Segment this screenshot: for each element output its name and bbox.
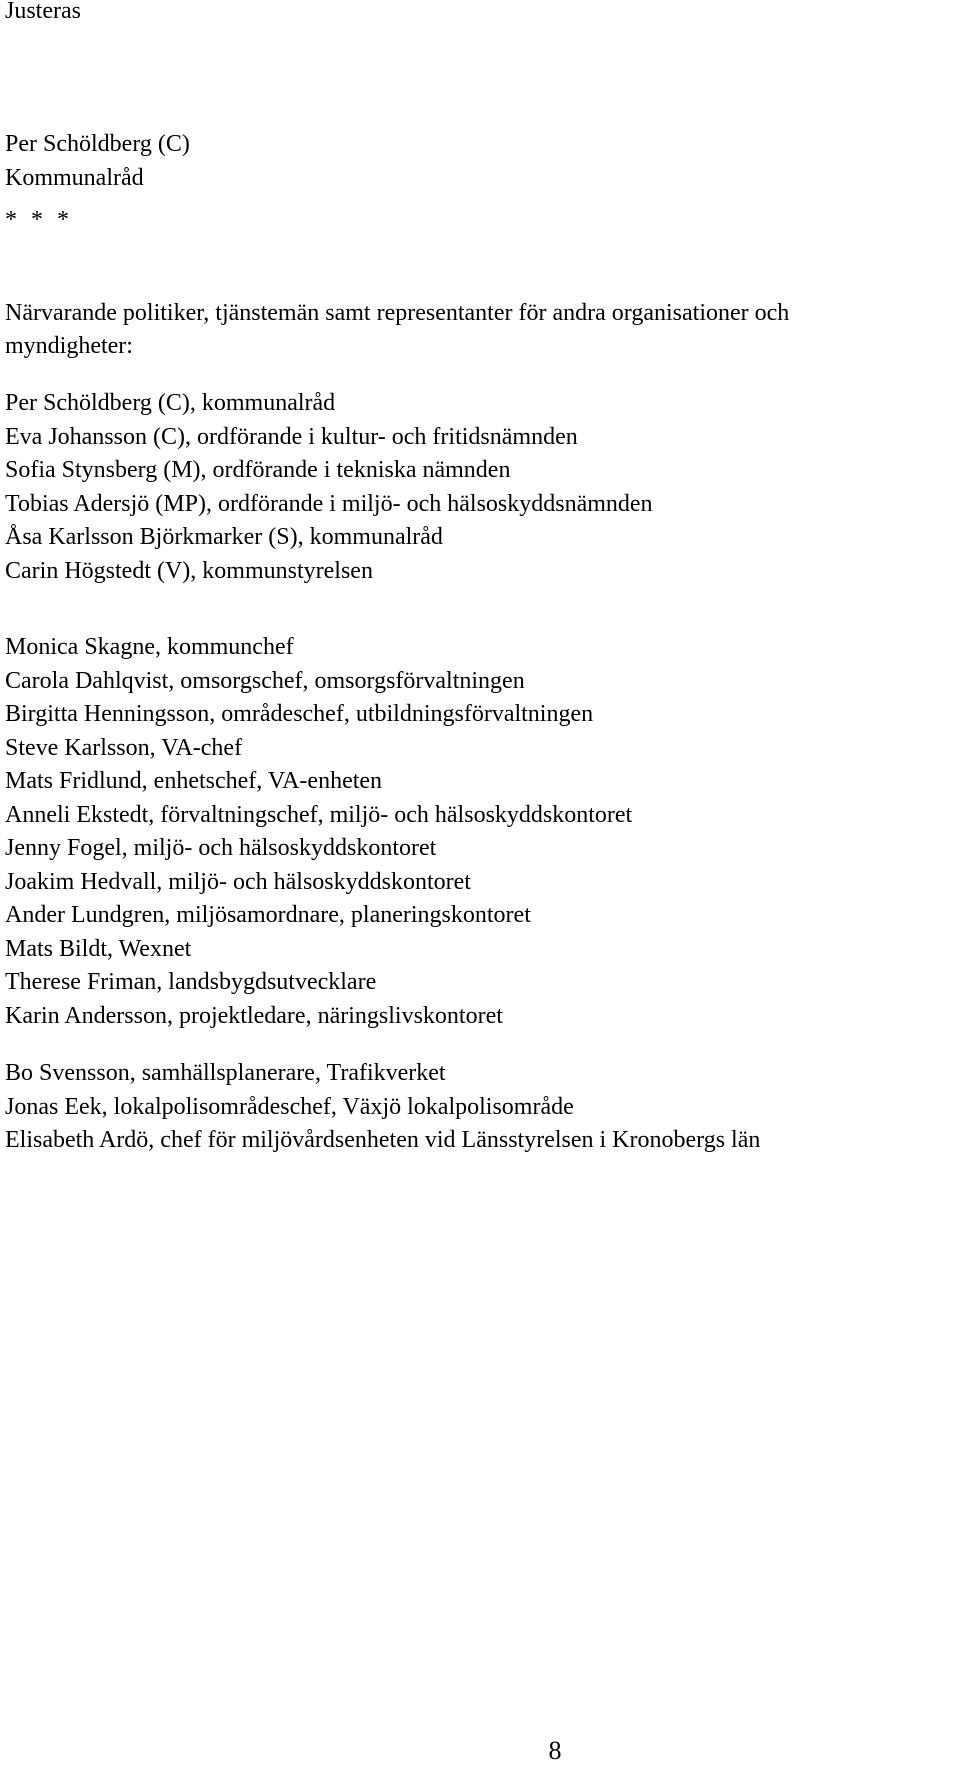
attendees-intro-line-2: myndigheter: <box>5 333 133 359</box>
section-separator: * * * <box>5 207 73 233</box>
list-item: Birgitta Henningsson, områdeschef, utbildningsförvaltningen <box>5 701 594 727</box>
attendees-intro-line-1: Närvarande politiker, tjänstemän samt representanter för andra organisationer och <box>5 300 790 326</box>
list-item: Karin Andersson, projektledare, näringslivskontoret <box>5 1002 503 1029</box>
list-item: Elisabeth Ardö, chef för miljövårdsenheten vid Länsstyrelsen i Kronobergs län <box>5 1127 761 1153</box>
signer-name: Per Schöldberg (C) <box>5 131 190 157</box>
list-item: Joakim Hedvall, miljö- och hälsoskyddskontoret <box>5 868 471 895</box>
list-item: Bo Svensson, samhällsplanerare, Trafikverket <box>5 1060 446 1086</box>
list-item: Åsa Karlsson Björkmarker (S), kommunalråd <box>5 524 443 550</box>
list-item: Carola Dahlqvist, omsorgschef, omsorgsförvaltningen <box>5 667 525 694</box>
list-item: Mats Bildt, Wexnet <box>5 935 192 962</box>
list-item: Tobias Adersjö (MP), ordförande i miljö- och hälsoskyddsnämnden <box>5 490 653 517</box>
external-representatives-list <box>5 1057 760 1158</box>
signer-title: Kommunalråd <box>5 165 144 191</box>
list-item: Sofia Stynsberg (M), ordförande i tekniska nämnden <box>5 457 511 483</box>
page-number: 8 <box>548 1736 562 1765</box>
list-item: Per Schöldberg (C), kommunalråd <box>5 390 336 416</box>
list-item: Carin Högstedt (V), kommunstyrelsen <box>5 557 373 584</box>
list-item: Jenny Fogel, miljö- och hälsoskyddskontoret <box>5 835 437 861</box>
list-item: Steve Karlsson, VA-chef <box>5 734 243 761</box>
officials-list <box>5 631 632 1033</box>
list-item: Ander Lundgren, miljösamordnare, planeringskontoret <box>5 902 531 928</box>
politicians-list <box>5 387 653 588</box>
list-item: Anneli Ekstedt, förvaltningschef, miljö- och hälsoskyddskontoret <box>5 801 633 828</box>
list-item: Jonas Eek, lokalpolisområdeschef, Växjö lokalpolisområde <box>5 1093 574 1120</box>
list-item: Mats Fridlund, enhetschef, VA-enheten <box>5 768 383 794</box>
justeras-heading: Justeras <box>5 0 81 24</box>
list-item: Therese Friman, landsbygdsutvecklare <box>5 969 377 995</box>
list-item: Monica Skagne, kommunchef <box>5 634 294 660</box>
list-item: Eva Johansson (C), ordförande i kultur- och fritidsnämnden <box>5 423 578 450</box>
